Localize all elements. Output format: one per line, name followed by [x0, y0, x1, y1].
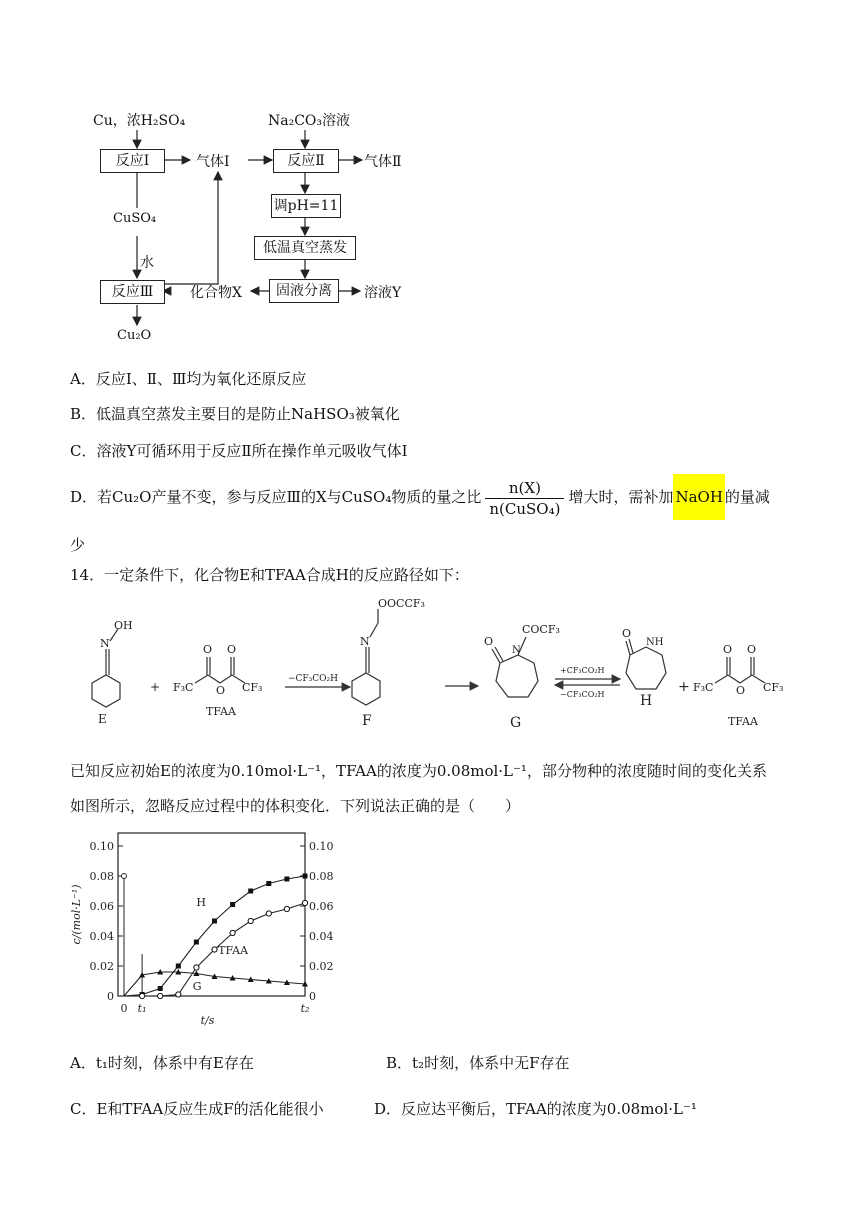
y-tick-label-left: 0.10 [89, 840, 114, 853]
flowchart [0, 0, 860, 360]
point-tfaa [230, 930, 235, 935]
q13-option-a: A．反应Ⅰ、Ⅱ、Ⅲ均为氧化还原反应 [70, 370, 307, 388]
y-tick-label-left: 0.08 [89, 870, 114, 883]
point-tfaa [302, 900, 307, 905]
point-h [248, 889, 253, 894]
e-label: E [98, 712, 107, 726]
y-tick-label-left: 0.04 [89, 930, 114, 943]
x-tick-label: t₂ [300, 1002, 310, 1015]
q13-option-d-wrap: 少 [70, 536, 86, 554]
separate-box: 固液分离 [269, 279, 339, 303]
fraction-numerator: n(X) [485, 478, 564, 499]
point-tfaa [176, 992, 181, 997]
series-label-h: H [196, 896, 206, 909]
y-tick-label-left: 0.02 [89, 960, 114, 973]
x-tick-label: t₁ [137, 1002, 147, 1015]
tfaa-cf3: CF₃ [242, 681, 263, 694]
point-h [158, 986, 163, 991]
g-o: O [484, 635, 494, 648]
point-tfaa [266, 911, 271, 916]
input-cu-h2so4: Cu，浓H₂SO₄ [93, 113, 186, 129]
cuso4-label: CuSO₄ [113, 211, 157, 226]
reaction-1-box: 反应Ⅰ [100, 149, 165, 173]
y-tick-label-right: 0.10 [309, 840, 334, 853]
y-tick-label-right: 0.08 [309, 870, 334, 883]
eq-reverse-label: −CF₃CO₂H [560, 690, 605, 699]
water-label: 水 [140, 255, 154, 271]
cu2o-label: Cu₂O [117, 328, 152, 343]
h-label: H [640, 693, 653, 709]
point-tfaa [158, 993, 163, 998]
y-tick-label-left: 0.06 [89, 900, 114, 913]
h-nh: NH [646, 637, 664, 648]
point-tfaa [140, 993, 145, 998]
q14-given-1: 已知反应初始E的浓度为0.10mol·L⁻¹，TFAA的浓度为0.08mol·L⁻¹，部分物种的浓度随时间的变化关系 [70, 762, 767, 780]
point-tfaa [284, 906, 289, 911]
reaction-2-box: 反应Ⅱ [273, 149, 339, 173]
tfaa2-f3c: F₃C [693, 681, 714, 694]
arrow-1-label: −CF₃CO₂H [288, 674, 339, 684]
y-tick-label-right: 0 [309, 990, 316, 1003]
mole-ratio-fraction [485, 478, 564, 519]
q13-option-d-post2: 的量减 [724, 488, 770, 506]
series-label-g: G [192, 980, 202, 993]
f-ooccf3: OOCCF₃ [378, 597, 425, 610]
x-tick-label: 0 [120, 1002, 128, 1015]
point-h [194, 940, 199, 945]
g-label: G [510, 715, 522, 731]
q14-given-2: 如图所示，忽略反应过程中的体积变化．下列说法正确的是（ ） [70, 797, 521, 815]
eq-forward-label: +CF₃CO₂H [560, 666, 605, 675]
tfaa2-cf3: CF₃ [763, 681, 784, 694]
chart-frame [118, 833, 305, 996]
point-h [212, 919, 217, 924]
e-n-atom: N [100, 637, 110, 650]
g-cocf3: COCF₃ [522, 623, 560, 636]
tfaa2-label: TFAA [728, 715, 758, 728]
tfaa-o3: O [216, 684, 226, 697]
f-n-atom: N [360, 635, 370, 648]
reaction-3-box: 反应Ⅲ [100, 280, 165, 304]
flowchart-arrows [0, 0, 860, 360]
e-ring [92, 675, 120, 707]
concentration-chart [68, 828, 358, 1028]
y-tick-label-right: 0.04 [309, 930, 334, 943]
adjust-ph-box: 调pH=11 [271, 194, 341, 218]
solution-y-label: 溶液Y [364, 285, 402, 301]
y-tick-label-right: 0.02 [309, 960, 334, 973]
q13-option-c: C．溶液Y可循环用于反应Ⅱ所在操作单元吸收气体Ⅰ [70, 442, 408, 460]
plus-1: + [150, 680, 161, 694]
q14-option-c: C．E和TFAA反应生成F的活化能很小 [70, 1100, 324, 1118]
y-tick-label-left: 0 [107, 990, 114, 1003]
point-h [303, 874, 308, 879]
point-h [284, 877, 289, 882]
input-na2co3: Na₂CO₃溶液 [268, 113, 351, 129]
point-tfaa [194, 965, 199, 970]
tfaa-o2: O [227, 643, 237, 656]
q13-option-b: B．低温真空蒸发主要目的是防止NaHSO₃被氧化 [70, 405, 400, 423]
point-h [266, 881, 271, 886]
g-n-atom: N [512, 645, 521, 656]
point-tfaa [212, 947, 217, 952]
initial-point [122, 874, 127, 879]
tfaa2-o1: O [723, 643, 733, 656]
compound-x-label: 化合物X [190, 285, 242, 301]
y-axis-label: c/(mol·L⁻¹) [70, 884, 83, 945]
q14-stem: 14．一定条件下，化合物E和TFAA合成H的反应路径如下： [70, 566, 469, 584]
f-label: F [362, 713, 372, 729]
tfaa2-o2: O [747, 643, 757, 656]
series-label-tfaa: TFAA [218, 944, 249, 957]
tfaa-o1: O [203, 643, 213, 656]
naoh-highlight: NaOH [673, 474, 724, 520]
y-tick-label-right: 0.06 [309, 900, 334, 913]
tfaa-f3c: F₃C [173, 681, 194, 694]
gas-1-label: 气体Ⅰ [196, 154, 230, 170]
point-h [176, 964, 181, 969]
q13-option-d-post1: 增大时，需补加 [568, 488, 674, 506]
reaction-scheme [60, 585, 800, 735]
q13-option-d-pre: D．若Cu₂O产量不变，参与反应Ⅲ的X与CuSO₄物质的量之比 [70, 488, 482, 506]
point-tfaa [248, 918, 253, 923]
h-o: O [622, 627, 632, 640]
q14-option-a: A．t₁时刻，体系中有E存在 [70, 1054, 254, 1072]
q14-option-d: D．反应达平衡后，TFAA的浓度为0.08mol·L⁻¹ [374, 1100, 697, 1118]
x-axis-label: t/s [200, 1014, 215, 1027]
tfaa-label: TFAA [206, 705, 236, 718]
q14-option-b: B．t₂时刻，体系中无F存在 [386, 1054, 570, 1072]
fraction-denominator: n(CuSO₄) [489, 499, 561, 518]
tfaa2-o3: O [736, 684, 746, 697]
gas-2-label: 气体Ⅱ [364, 154, 402, 170]
evaporate-box: 低温真空蒸发 [254, 236, 356, 260]
point-h [230, 902, 235, 907]
e-oh: OH [114, 619, 133, 632]
plus-2: + [678, 679, 690, 695]
q13-option-d [70, 474, 770, 520]
